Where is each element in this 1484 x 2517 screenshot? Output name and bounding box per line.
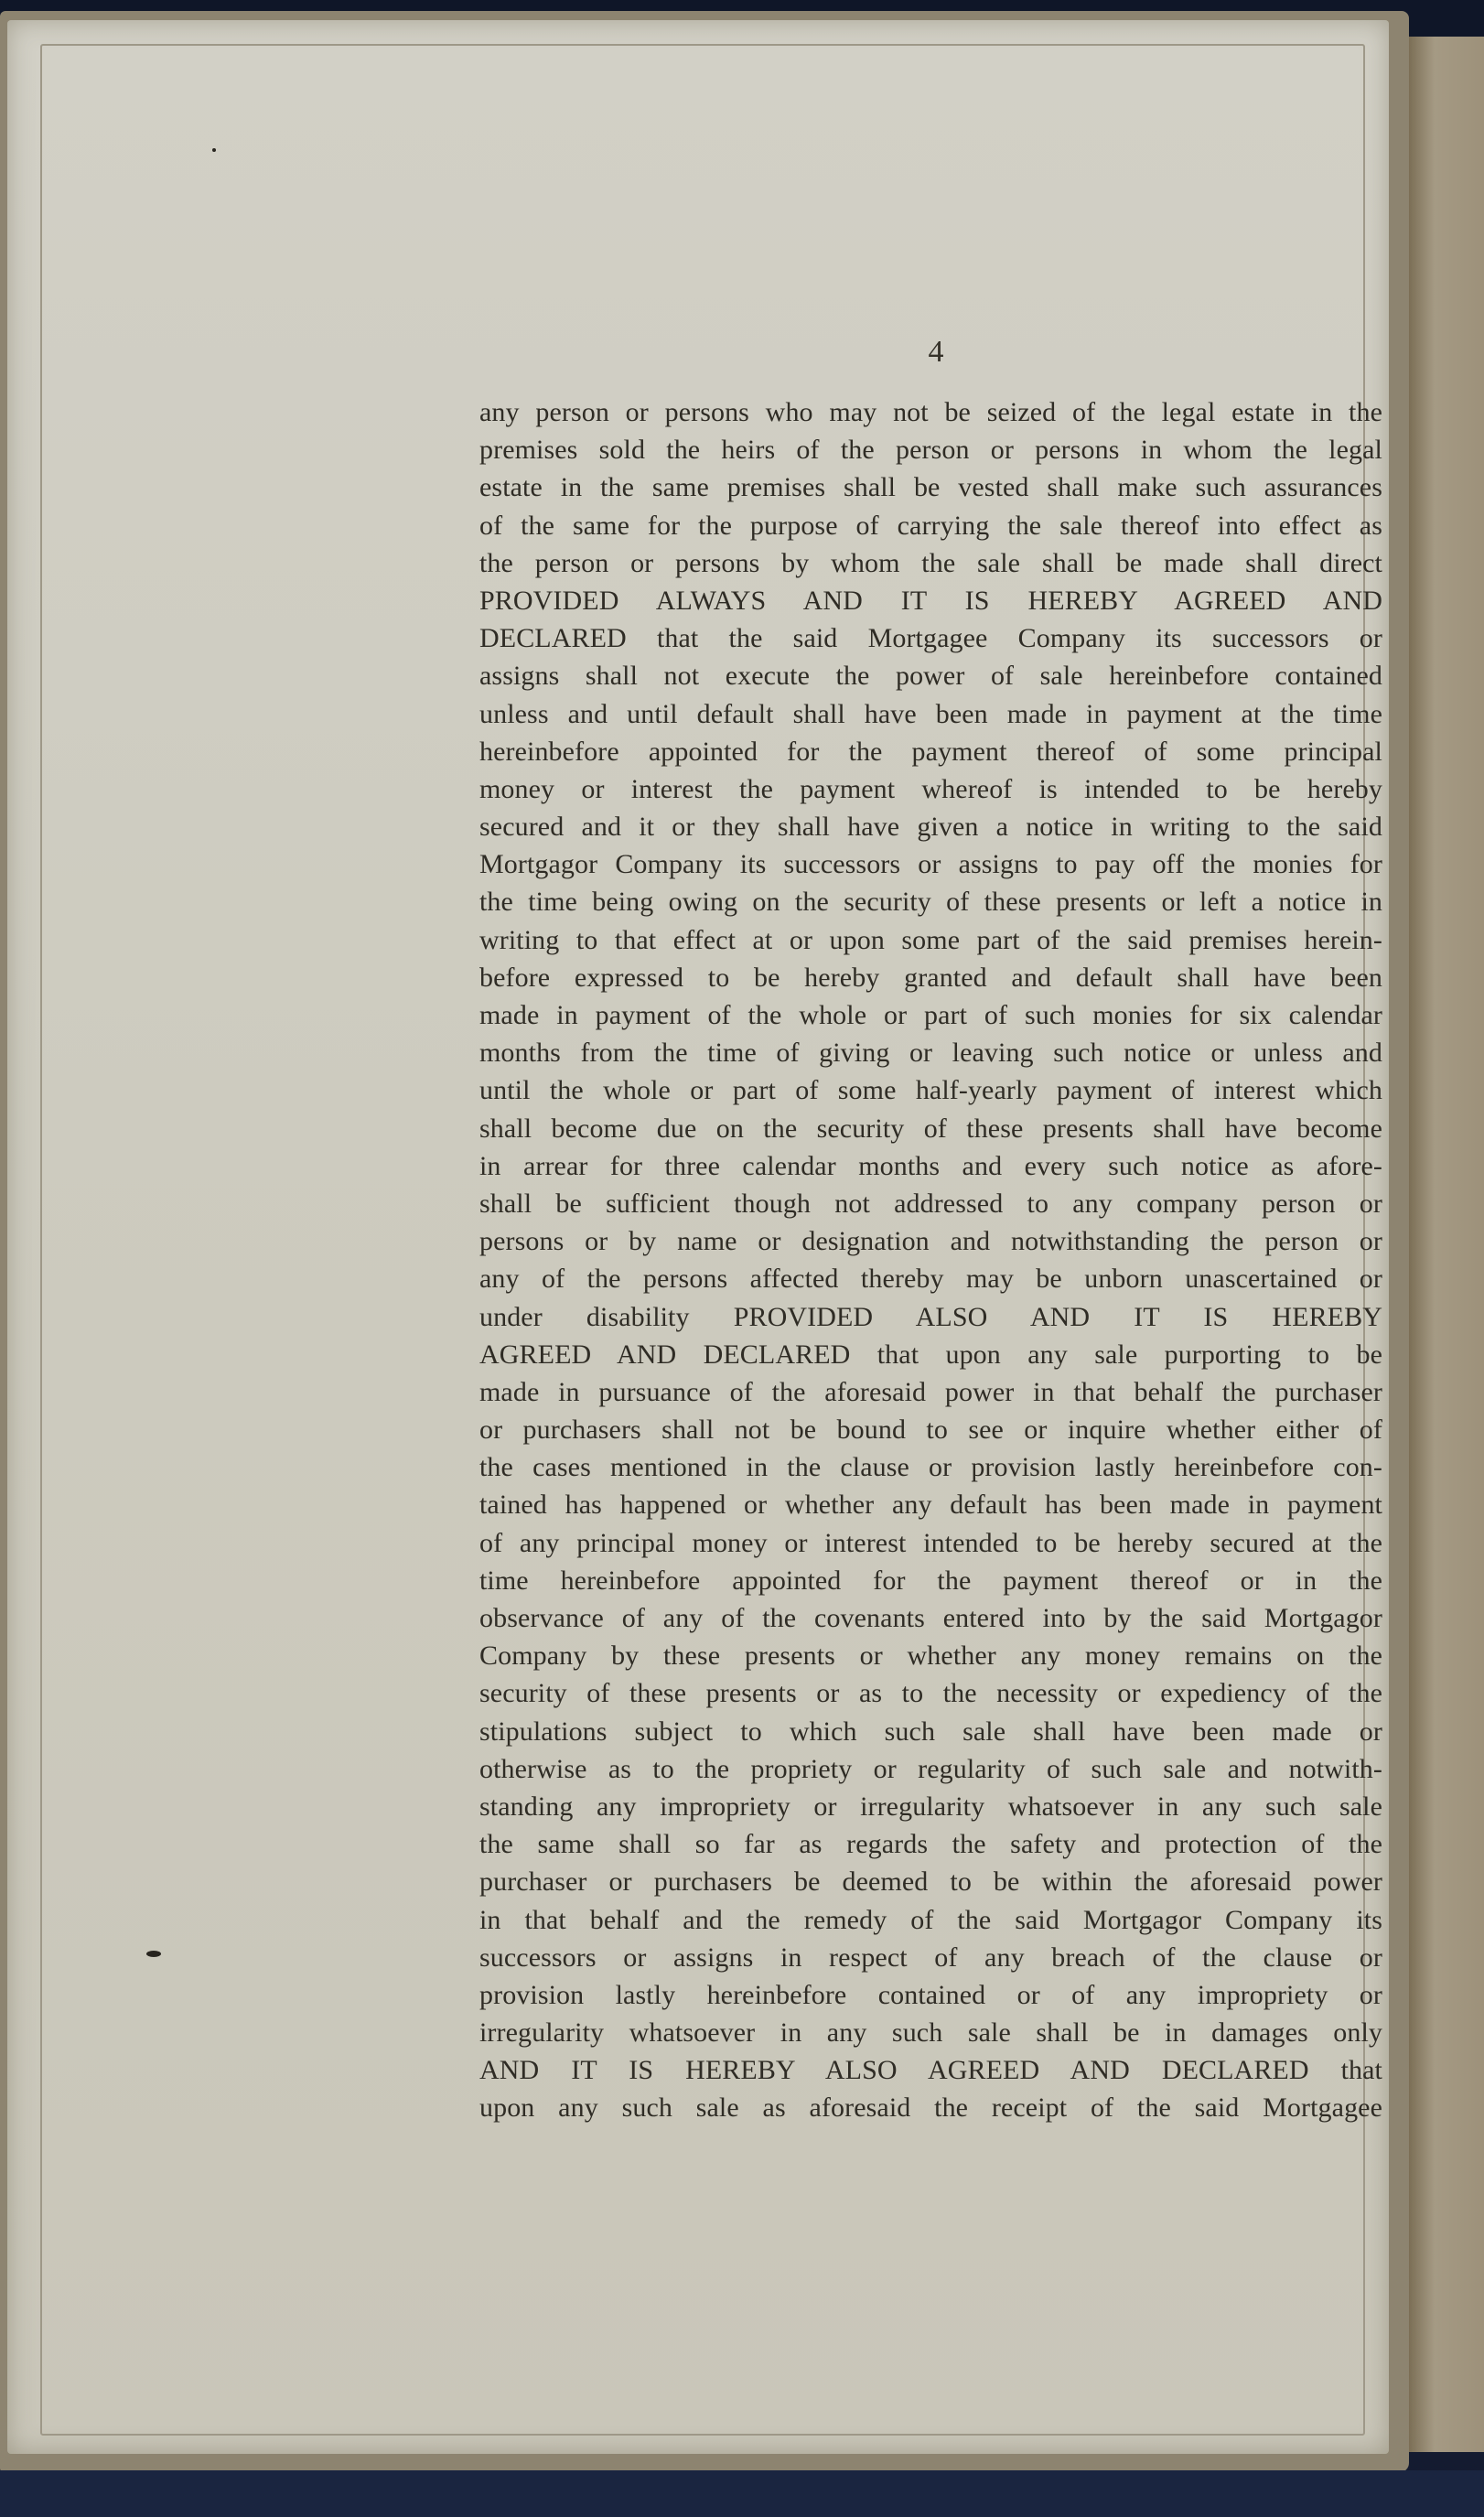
text-line: stipulations subject to which such sale shall have been made or [479, 1716, 1382, 1747]
scan-bottom-edge [0, 2470, 1484, 2517]
text-line: time hereinbefore appointed for the payment thereof or in the [479, 1565, 1382, 1596]
text-line: standing any impropriety or irregularity whatsoever in any such sale [479, 1791, 1382, 1822]
text-line: the cases mentioned in the clause or provision lastly hereinbefore con- [479, 1452, 1382, 1483]
text-line: security of these presents or as to the necessity or expediency of the [479, 1678, 1382, 1709]
text-line: estate in the same premises shall be vested shall make such assurances [479, 472, 1382, 503]
text-line: any of the persons affected thereby may be unborn unascertained or [479, 1264, 1382, 1295]
text-line: AGREED AND DECLARED that upon any sale purporting to be [479, 1339, 1382, 1370]
text-line: made in pursuance of the aforesaid power in that behalf the purchaser [479, 1376, 1382, 1407]
text-line: any person or persons who may not be seized of the legal estate in the [479, 397, 1382, 427]
text-line: the time being owing on the security of these presents or left a notice in [479, 887, 1382, 918]
text-line: of the same for the purpose of carrying the sale thereof into effect as [479, 510, 1382, 541]
text-line: premises sold the heirs of the person or persons in whom the legal [479, 435, 1382, 466]
text-line: before expressed to be hereby granted and default shall have been [479, 962, 1382, 993]
text-line: observance of any of the covenants entered into by the said Mortgagor [479, 1603, 1382, 1633]
body-text [479, 393, 1382, 2127]
text-line: successors or assigns in respect of any breach of the clause or [479, 1942, 1382, 1973]
text-line: made in payment of the whole or part of such monies for six calendar [479, 1000, 1382, 1030]
adjacent-page-edge [1402, 37, 1484, 2452]
text-line: PROVIDED ALWAYS AND IT IS HEREBY AGREED AND [479, 585, 1382, 616]
text-line: money or interest the payment whereof is intended to be hereby [479, 773, 1382, 804]
text-line: or purchasers shall not be bound to see or inquire whether either of [479, 1414, 1382, 1446]
text-line: under disability PROVIDED ALSO AND IT IS HEREBY [479, 1301, 1382, 1332]
text-line: provision lastly hereinbefore contained or of any impropriety or [479, 1979, 1382, 2010]
text-line: in arrear for three calendar months and every such notice as afore- [479, 1150, 1382, 1181]
ink-speck [146, 1951, 161, 1957]
text-line: Company by these presents or whether any money remains on the [479, 1640, 1382, 1672]
text-line: secured and it or they shall have given a notice in writing to the said [479, 812, 1382, 843]
text-line: until the whole or part of some half-yearly payment of interest which [479, 1075, 1382, 1106]
text-line: DECLARED that the said Mortgagee Company its successors or [479, 623, 1382, 654]
text-line: in that behalf and the remedy of the said Mortgagor Company its [479, 1904, 1382, 1935]
page-number: 4 [928, 335, 944, 369]
ink-speck [212, 148, 216, 152]
text-line: Mortgagor Company its successors or assigns to pay off the monies for [479, 849, 1382, 880]
text-line: shall become due on the security of these presents shall have become [479, 1113, 1382, 1144]
text-line: the same shall so far as regards the safety and protection of the [479, 1829, 1382, 1860]
text-line: AND IT IS HEREBY ALSO AGREED AND DECLARED that [479, 2055, 1382, 2086]
text-line: purchaser or purchasers be deemed to be within the aforesaid power [479, 1866, 1382, 1898]
text-line: persons or by name or designation and notwithstanding the person or [479, 1226, 1382, 1257]
document-page [7, 20, 1389, 2454]
text-line: writing to that effect at or upon some part of the said premises herein- [479, 924, 1382, 955]
text-line: shall be sufficient though not addressed to any company person or [479, 1188, 1382, 1219]
text-line: irregularity whatsoever in any such sale shall be in damages only [479, 2017, 1382, 2049]
text-line: unless and until default shall have been made in payment at the time [479, 698, 1382, 729]
text-line: otherwise as to the propriety or regularity of such sale and notwith- [479, 1753, 1382, 1784]
text-line: hereinbefore appointed for the payment thereof of some principal [479, 736, 1382, 767]
text-line: upon any such sale as aforesaid the receipt of the said Mortgagee [479, 2092, 1382, 2124]
text-line: of any principal money or interest intended to be hereby secured at the [479, 1527, 1382, 1558]
text-line: the person or persons by whom the sale shall be made shall direct [479, 547, 1382, 578]
text-line: tained has happened or whether any default has been made in payment [479, 1490, 1382, 1521]
text-line: months from the time of giving or leaving such notice or unless and [479, 1038, 1382, 1069]
text-line: assigns shall not execute the power of sale hereinbefore contained [479, 661, 1382, 692]
